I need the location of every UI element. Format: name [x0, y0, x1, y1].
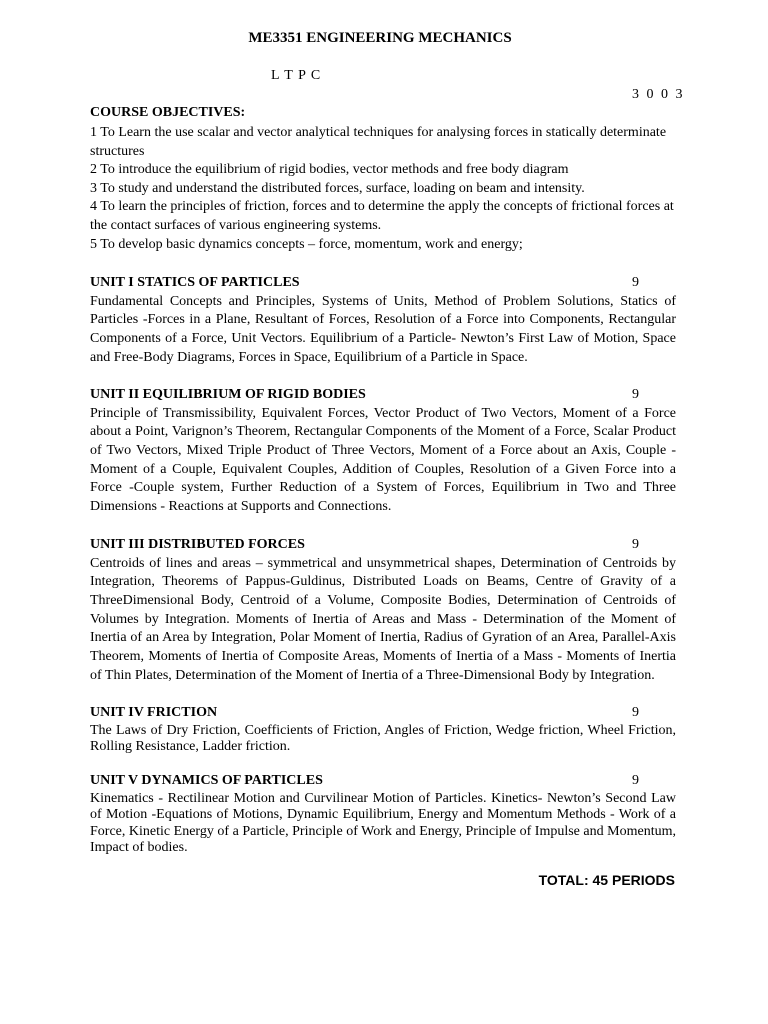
unit-heading	[90, 704, 676, 723]
objective-item: 3 To study and understand the distributed forces, surface, loading on beam and intensity.	[90, 180, 585, 196]
unit-content: Fundamental Concepts and Principles, Systems of Units, Method of Problem Solutions, Statics of Particles -Forces in a Plane, Resultant of Forces, Resolution of a Force into Components, Rectangular Components of a Force, Unit Vectors. Equilibrium of a Particle- Newton’s First Law of Motion, Space and Free-Body Diagrams, Forces in Space, Equilibrium of a Particle in Space.	[90, 293, 676, 365]
unit-heading	[90, 536, 676, 555]
unit-5	[90, 772, 676, 857]
objectives-list	[90, 124, 690, 254]
unit-content: Centroids of lines and areas – symmetrical and unsymmetrical shapes, Determination of Centroids by Integration, Theorems of Pappus-Guldinus, Distributed Loads on Beams, Centre of Gravity of a ThreeDimensional Body, Centroid of a Volume, Composite Bodies, Determination of Centroids of Volumes by Integration. Moments of Inertia of Areas and Mass - Determination of the Moment of Inertia of an Area by Integration, Polar Moment of Inertia, Radius of Gyration of an Area, Parallel-Axis Theorem, Moments of Inertia of Composite Areas, Moments of Inertia of a Mass - Moments of Inertia of Thin Plates, Determination of the Moment of Inertia of a Three-Dimensional Body by Integration.	[90, 555, 676, 683]
unit-hours: 9	[632, 537, 639, 552]
unit-title: UNIT V DYNAMICS OF PARTICLES	[90, 773, 323, 788]
unit-heading	[90, 772, 676, 791]
unit-3	[90, 536, 676, 685]
objectives-heading: COURSE OBJECTIVES:	[90, 105, 246, 120]
unit-heading	[90, 386, 676, 405]
unit-title: UNIT IV FRICTION	[90, 705, 218, 720]
unit-content: The Laws of Dry Friction, Coefficients of Friction, Angles of Friction, Wedge friction, Wheel Friction, Rolling Resistance, Ladder friction.	[90, 722, 676, 754]
objective-item: 5 To develop basic dynamics concepts – force, momentum, work and energy;	[90, 236, 523, 252]
unit-title: UNIT I STATICS OF PARTICLES	[90, 275, 300, 290]
unit-hours: 9	[632, 275, 639, 290]
unit-2	[90, 386, 676, 517]
ltpc-label: L T P C	[271, 68, 322, 83]
unit-hours: 9	[632, 773, 639, 788]
objective-item: 1 To Learn the use scalar and vector analytical techniques for analysing forces in statically determinate structures	[90, 125, 667, 159]
unit-hours: 9	[632, 387, 639, 402]
page-title: ME3351 ENGINEERING MECHANICS	[248, 30, 512, 46]
unit-heading	[90, 274, 676, 293]
unit-hours: 9	[632, 705, 639, 720]
unit-title: UNIT II EQUILIBRIUM OF RIGID BODIES	[90, 387, 366, 402]
unit-title: UNIT III DISTRIBUTED FORCES	[90, 537, 305, 552]
unit-1	[90, 274, 676, 367]
ltpc-values: 3 0 0 3	[632, 87, 685, 102]
unit-content: Kinematics - Rectilinear Motion and Curvilinear Motion of Particles. Kinetics- Newton’s Second Law of Motion -Equations of Motions, Dynamic Equilibrium, Energy and Momentum Methods - Work of a Force, Kinetic Energy of a Particle, Principle of Work and Energy, Principle of Impulse and Momentum, Impact of bodies.	[90, 790, 676, 855]
unit-content: Principle of Transmissibility, Equivalent Forces, Vector Product of Two Vectors, Moment of a Force about a Point, Varignon’s Theorem, Rectangular Components of the Moment of a Force, Scalar Product of Two Vectors, Mixed Triple Product of Three Vectors, Moment of a Force about an Axis, Couple - Moment of a Couple, Equivalent Couples, Addition of Couples, Resolution of a Given Force into a Force -Couple system, Further Reduction of a System of Forces, Equilibrium in Two and Three Dimensions - Reactions at Supports and Connections.	[90, 405, 676, 515]
objective-item: 4 To learn the principles of friction, forces and to determine the apply the concepts of frictional forces at the contact surfaces of various engineering systems.	[90, 199, 674, 233]
unit-4	[90, 704, 676, 756]
objective-item: 2 To introduce the equilibrium of rigid bodies, vector methods and free body diagram	[90, 162, 569, 178]
total-periods: TOTAL: 45 PERIODS	[538, 872, 675, 888]
